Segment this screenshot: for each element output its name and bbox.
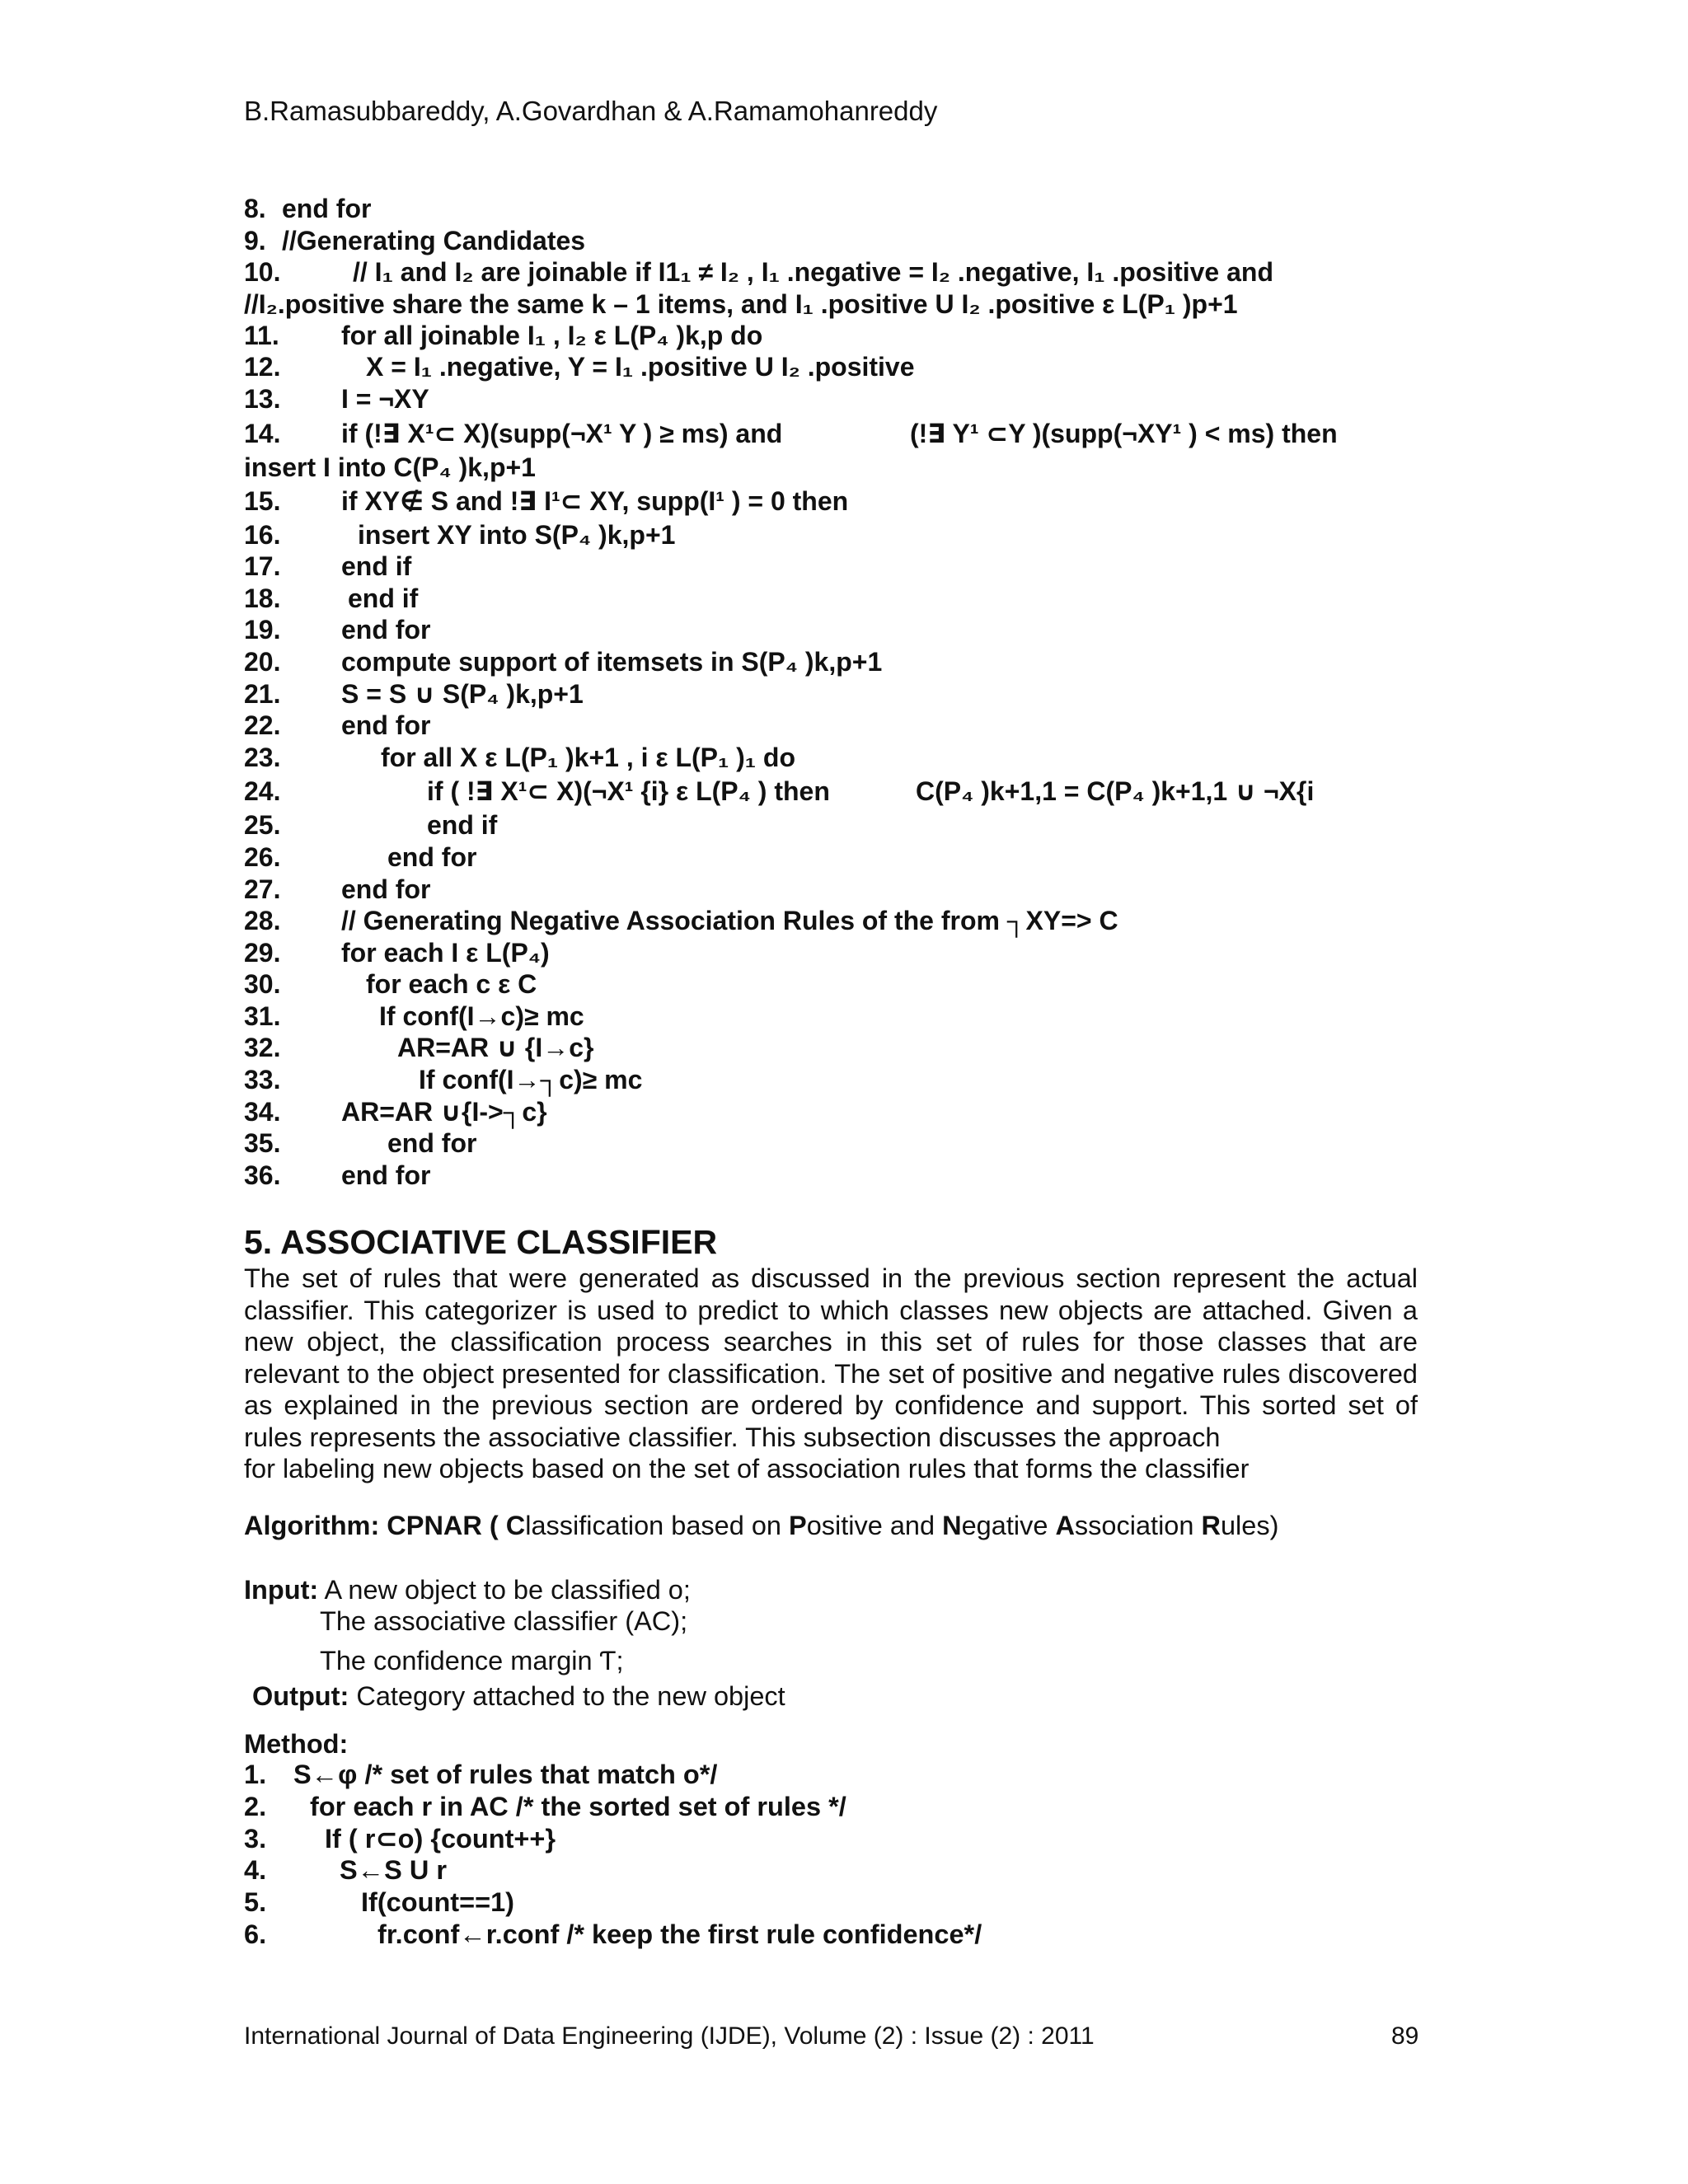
method-step-5: 5. If(count==1) xyxy=(244,1887,514,1918)
algo-line-20: 20. compute support of itemsets in S(P₄ )k,p+1 xyxy=(244,646,883,677)
algo-line-25: 25. end if xyxy=(244,810,498,841)
section-paragraph xyxy=(244,1263,1418,1485)
algo-line-18: 18. end if xyxy=(244,583,419,613)
journal-footer: International Journal of Data Engineering (IJDE), Volume (2) : Issue (2) : 2011 xyxy=(244,2022,1095,2050)
input-spec: Input: A new object to be classified o; The associative classifier (AC); The confidence margin Ƭ; xyxy=(244,1575,691,1675)
algo-line-27: 27. end for xyxy=(244,874,431,904)
paragraph-last-line: for labeling new objects based on the set of association rules that forms the classifier xyxy=(244,1454,1250,1483)
algo-line-26: 26. end for xyxy=(244,841,477,872)
algo-line-30: 30. for each c ε C xyxy=(244,969,537,1000)
algo-line-16: 16. insert XY into S(P₄ )k,p+1 xyxy=(244,519,676,550)
method-step-2: 2. for each r in AC /* the sorted set of rules */ xyxy=(244,1791,846,1821)
algorithm-title: Algorithm: CPNAR ( Classification based on Positive and Negative Association Rules) xyxy=(244,1511,1279,1540)
algo-line-9: 9. //Generating Candidates xyxy=(244,225,586,255)
algo-line-31: 31. If conf(I→c)≥ mc xyxy=(244,1001,584,1031)
algo-line-14: 14. if (!∃ X¹⊂ X)(supp(¬X¹ Y ) ≥ ms) and (!∃ Y¹ ⊂Y )(supp(¬XY¹ ) < ms) then xyxy=(244,418,1338,448)
algo-line-10-continuation: //I₂.positive share the same k – 1 items, and I₁ .positive U I₂ .positive ε L(P₁ )p+1 xyxy=(244,288,1238,319)
algo-line-22: 22. end for xyxy=(244,710,431,741)
algo-line-12: 12. X = I₁ .negative, Y = I₁ .positive U I₂ .positive xyxy=(244,352,915,382)
method-step-4: 4. S←S U r xyxy=(244,1855,448,1886)
method-step-3: 3. If ( r⊂o) {count++} xyxy=(244,1823,556,1854)
paragraph-body: The set of rules that were generated as discussed in the previous section represent the actual classifier. This categorizer is used to predict to which classes new objects are attached. Given a new object, the classification process searches in this set of rules for those classes that are relevant to the object presented for classification. The set of positive and negative rules discovered as explained in the previous section are ordered by confidence and support. This sorted set of rules represents the associative classifier. This subsection discusses the approach xyxy=(244,1263,1418,1452)
algo-line-14-continuation: insert I into C(P₄ )k,p+1 xyxy=(244,452,536,482)
algo-line-32: 32. AR=AR ∪ {I→c} xyxy=(244,1033,594,1063)
algo-line-24: 24. if ( !∃ X¹⊂ X)(¬X¹ {i} ε L(P₄ ) then C(P₄ )k+1,1 = C(P₄ )k+1,1 ∪ ¬X{i xyxy=(244,776,1315,807)
algo-line-36: 36. end for xyxy=(244,1160,431,1190)
method-steps xyxy=(244,1759,1447,1951)
page-number: 89 xyxy=(1391,2022,1419,2050)
algo-line-35: 35. end for xyxy=(244,1128,477,1159)
algo-line-10: 10. // I₁ and I₂ are joinable if I1₁ ≠ I₂ , I₁ .negative = I₂ .negative, I₁ .positive and xyxy=(244,257,1273,288)
method-step-1: 1. S←φ /* set of rules that match o*/ xyxy=(244,1760,718,1789)
algorithm-listing xyxy=(244,193,1447,1191)
running-header: B.Ramasubbareddy, A.Govardhan & A.Ramamohanreddy xyxy=(244,96,938,126)
algo-line-28: 28. // Generating Negative Association Rules of the from ┐XY=> C xyxy=(244,906,1118,936)
algo-line-21: 21. S = S ∪ S(P₄ )k,p+1 xyxy=(244,678,584,709)
algo-line-23: 23. for all X ε L(P₁ )k+1 , i ε L(P₁ )₁ do xyxy=(244,742,796,772)
algo-line-19: 19. end for xyxy=(244,615,431,645)
algo-line-8: 8. end for xyxy=(244,194,372,223)
algo-line-29: 29. for each I ε L(P₄) xyxy=(244,937,550,968)
output-spec: Output: Category attached to the new object xyxy=(252,1681,785,1711)
algo-line-13: 13. I = ¬XY xyxy=(244,383,429,414)
algo-line-17: 17. end if xyxy=(244,551,412,582)
algo-line-33: 33. If conf(I→┐c)≥ mc xyxy=(244,1065,643,1095)
method-label: Method: xyxy=(244,1729,349,1759)
method-step-6: 6. fr.conf←r.conf /* keep the first rule confidence*/ xyxy=(244,1919,982,1949)
algo-line-15: 15. if XY∉ S and !∃ I¹⊂ XY, supp(I¹ ) = 0 then xyxy=(244,485,849,516)
algo-line-11: 11. for all joinable I₁ , I₂ ε L(P₄ )k,p do xyxy=(244,320,763,350)
section-heading: 5. ASSOCIATIVE CLASSIFIER xyxy=(244,1223,718,1261)
algo-line-34: 34. AR=AR ∪{I->┐c} xyxy=(244,1096,547,1127)
